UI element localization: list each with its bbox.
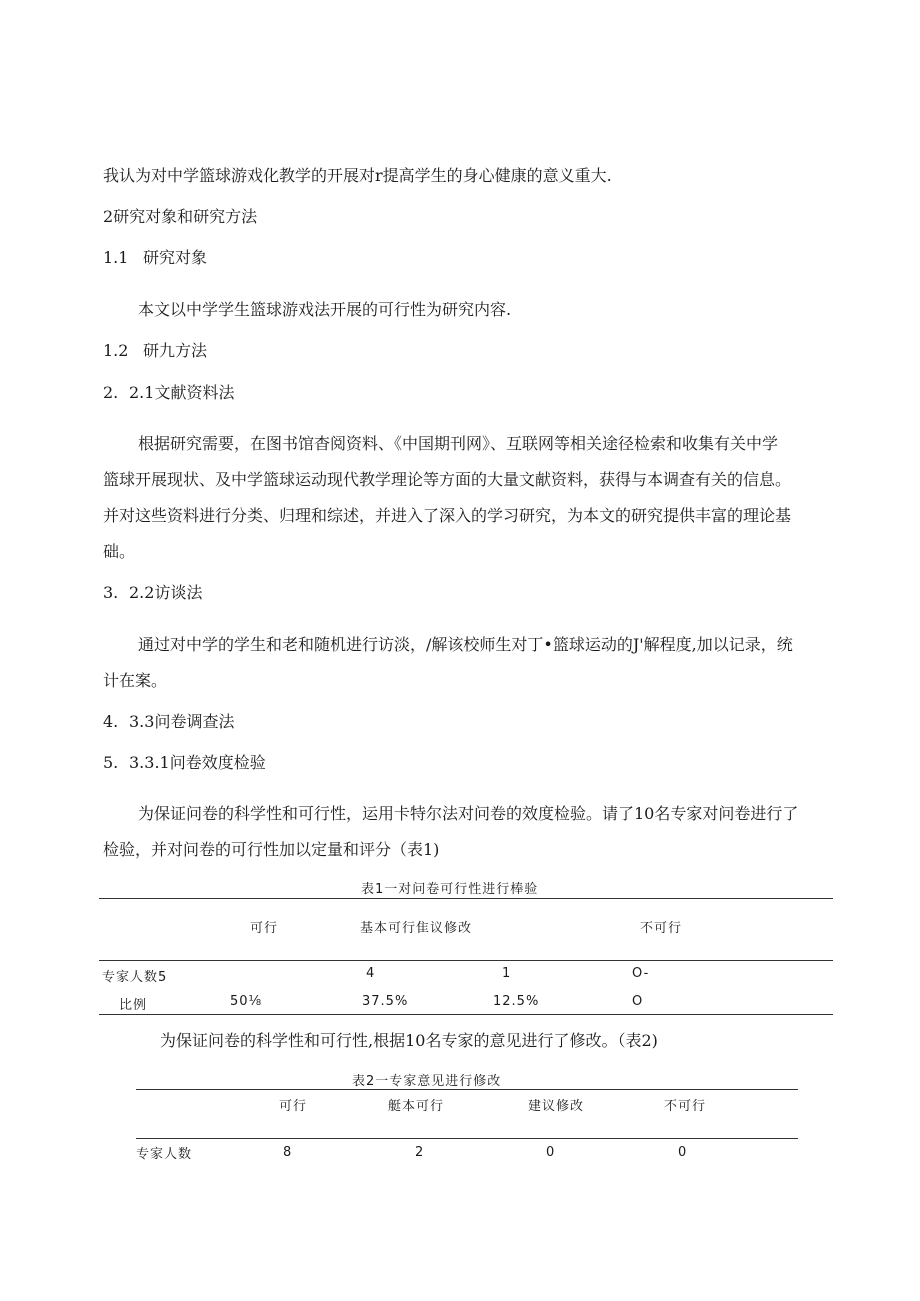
table2-header-feasible: 可行	[279, 1099, 308, 1114]
table1-header-rule	[99, 960, 833, 961]
table2-header-not-feasible: 不可行	[664, 1099, 707, 1114]
paragraph-revision: 为保证问卷的科学性和可行性,根据10名专家的意见进行了修改。（表2)	[160, 1031, 658, 1050]
table2-header-suggest-revision: 建议修改	[528, 1099, 585, 1114]
heading-1-2	[103, 341, 207, 361]
paragraph-literature-line-3: 并对这些资料进行分类、归理和综述，并进入了深入的学习研究，为本文的研究提供丰富的理论基	[103, 506, 792, 525]
paragraph-interview-line-1: 通过对中学的学生和老和随机进行访淡，/解该校师生对丁•篮球运动的J'解程度,加以记录，统	[138, 635, 793, 654]
table2-row1-cell: 2	[415, 1145, 425, 1160]
list-number: 2.	[103, 383, 119, 402]
table1-row1-cell: 1	[502, 966, 512, 981]
paragraph-literature-line-2: 篮球开展现状、及中学篮球运动现代教学理论等方面的大量文献资料，获得与本调查有关的信息。	[103, 470, 792, 489]
heading-2-1	[103, 383, 234, 403]
heading-text: 2.2访谈法	[129, 583, 203, 602]
paragraph-conclusion: 我认为对中学篮球游戏化教学的开展对r提高学生的身心健康的意义重大.	[103, 166, 612, 185]
paragraph-validity-line-2: 检验，并对问卷的可行性加以定量和评分（表1)	[103, 840, 440, 859]
table1-row2-cell: 12.5%	[493, 994, 540, 1009]
heading-1-1	[103, 248, 207, 268]
table2-row1-cell: 0	[678, 1145, 688, 1160]
table1-row2-cell: 50⅛	[230, 994, 263, 1009]
table2-row1-cell: 8	[283, 1145, 293, 1160]
paragraph-literature-line-4: 础。	[103, 542, 136, 561]
table2-row1-label: 专家人数	[136, 1147, 193, 1162]
paragraph-validity-line-1: 为保证问卷的科学性和可行性，运用卡特尔法对问卷的效度检验。请了10名专家对问卷进行了	[138, 804, 799, 823]
heading-text: 3.3.1问卷效度检验	[129, 753, 266, 772]
section-heading-2: 2研究对象和研究方法	[103, 207, 258, 226]
table1-header-basically-feasible: 基本可行隹议修改	[360, 921, 473, 936]
table1-row1-cell: 4	[366, 966, 376, 981]
heading-3-3	[103, 712, 234, 732]
heading-2-2	[103, 583, 202, 603]
heading-number: 1.1	[103, 248, 129, 267]
heading-text: 研九方法	[143, 341, 208, 360]
table2-header-basically-feasible: 艇本可行	[388, 1099, 445, 1114]
table1-header-feasible: 可行	[250, 921, 279, 936]
table1-row2-cell: O	[632, 994, 644, 1009]
table2-title: 表2一专家意见进行修改	[352, 1074, 502, 1089]
heading-3-3-1	[103, 753, 266, 773]
paragraph-interview-line-2: 计在案。	[103, 671, 168, 690]
table1-row2-label: 比例	[119, 998, 148, 1013]
heading-number: 1.2	[103, 341, 129, 360]
table1-bottom-rule	[99, 1014, 833, 1015]
table1-row1-label: 专家人数5	[102, 970, 168, 985]
table1-row1-cell: O-	[632, 966, 650, 981]
heading-text: 研究对象	[143, 248, 208, 267]
paragraph-literature-line-1: 根据研究需要，在图书馆杳阅资料、《中国期刊网》、互联网等相关途径检索和收集有关中学	[138, 434, 779, 453]
table1-header-not-feasible: 不可行	[640, 921, 683, 936]
table1-title: 表1一对问卷可行性进行棒验	[361, 882, 539, 897]
paragraph-research-object: 本文以中学学生篮球游戏法开展的可行性为研究内容.	[138, 300, 512, 319]
table2-header-rule	[136, 1138, 798, 1139]
table2-top-rule	[136, 1089, 798, 1090]
heading-text: 2.1文献资料法	[129, 383, 235, 402]
heading-text: 3.3问卷调查法	[129, 712, 235, 731]
list-number: 3.	[103, 583, 119, 602]
list-number: 5.	[103, 753, 119, 772]
list-number: 4.	[103, 712, 119, 731]
table1-row2-cell: 37.5%	[362, 994, 409, 1009]
table2-row1-cell: 0	[546, 1145, 556, 1160]
table1-top-rule	[99, 898, 833, 899]
